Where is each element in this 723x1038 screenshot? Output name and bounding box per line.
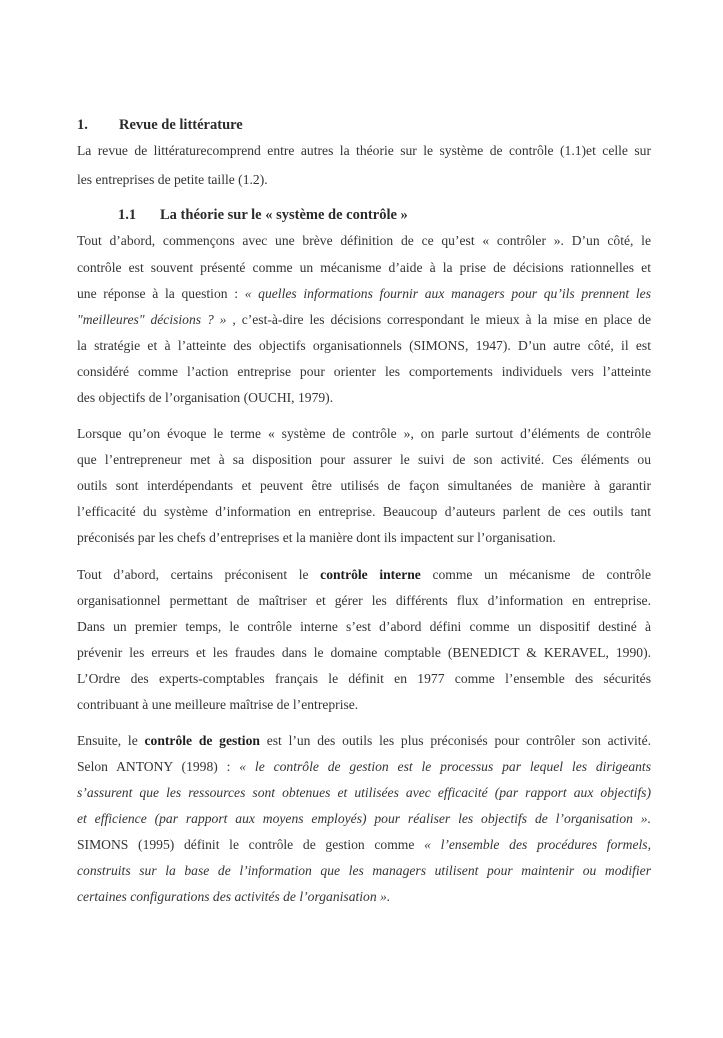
paragraph-line xyxy=(77,811,651,827)
paragraph-line xyxy=(77,889,390,905)
paragraph-line: préconisés par les chefs d’entreprises et la manière dont ils impactent sur l’organisation. xyxy=(77,530,556,545)
quote-text: « l’ensemble des procédures formels, xyxy=(424,837,651,852)
paragraph-line: prévenir les erreurs et les fraudes dans le domaine comptable (BENEDICT & KERAVEL, 1990). xyxy=(77,645,651,660)
text-run: SIMONS (1995) définit le contrôle de gestion comme xyxy=(77,837,425,852)
paragraph-line: outils sont interdépendants et peuvent être utilisés de façon simultanées de manière à garantir xyxy=(77,478,651,493)
paragraph-line: que l’entrepreneur met à sa disposition pour assurer le suivi de son activité. Ces éléments ou xyxy=(77,452,651,467)
text-run: Ensuite, le xyxy=(77,733,145,748)
paragraph-line: la stratégie et à l’atteinte des objectifs organisationnels (SIMONS, 1947). D’un autre côté, il est xyxy=(77,338,651,353)
subsection-title: La théorie sur le « système de contrôle » xyxy=(160,207,408,223)
paragraph-line xyxy=(77,286,651,302)
quote-text: et efficience (par rapport aux moyens employés) pour réaliser les objectifs de l’organisation ». xyxy=(77,811,651,826)
text-run: une réponse à la question : xyxy=(77,286,245,301)
section-number: 1. xyxy=(77,117,88,133)
quote-text: s’assurent que les ressources sont obtenues et utilisées avec efficacité (par rapport aux objectifs) xyxy=(77,785,651,800)
paragraph-line: L’Ordre des experts-comptables français le définit en 1977 comme l’ensemble des sécurités xyxy=(77,671,651,686)
paragraph-line: Lorsque qu’on évoque le terme « système de contrôle », on parle surtout d’éléments de contrôle xyxy=(77,426,651,441)
paragraph-line: l’efficacité du système d’information en entreprise. Beaucoup d’auteurs parlent de ces outils tant xyxy=(77,504,651,519)
intro-line: La revue de littératurecomprend entre autres la théorie sur le système de contrôle (1.1)et celle sur xyxy=(77,143,651,158)
emphasis-term: contrôle de gestion xyxy=(144,733,260,748)
subsection-number: 1.1 xyxy=(118,207,137,223)
quote-text: "meilleures" décisions ? » xyxy=(77,312,227,327)
emphasis-term: contrôle interne xyxy=(320,567,421,582)
paragraph-line xyxy=(77,312,651,328)
paragraph-line xyxy=(77,733,651,749)
paragraph-line xyxy=(77,837,651,853)
paragraph-line xyxy=(77,759,651,775)
text-run: Tout d’abord, certains préconisent le xyxy=(77,567,321,582)
section-heading xyxy=(77,117,243,134)
paragraph-line xyxy=(77,863,651,879)
quote-text: certaines configurations des activités de l’organisation ». xyxy=(77,889,391,904)
section-title: Revue de littérature xyxy=(119,117,243,133)
paragraph-line: organisationnel permettant de maîtriser et gérer les différents flux d’information en entreprise. xyxy=(77,593,651,608)
text-run: , c’est-à-dire les décisions correspondant le mieux à la mise en place de xyxy=(232,312,651,327)
subsection-heading xyxy=(118,207,408,224)
paragraph-line xyxy=(77,785,651,801)
quote-text: « le contrôle de gestion est le processus par lequel les dirigeants xyxy=(239,759,651,774)
text-run: est l’un des outils les plus préconisés pour contrôler son activité. xyxy=(266,733,652,748)
paragraph-line xyxy=(77,567,651,583)
quote-text: « quelles informations fournir aux managers pour qu’ils prennent les xyxy=(244,286,651,301)
paragraph-line: Tout d’abord, commençons avec une brève définition de ce qu’est « contrôler ». D’un côté, le xyxy=(77,233,651,248)
text-run: comme un mécanisme de contrôle xyxy=(432,567,651,582)
text-run: Selon ANTONY (1998) : xyxy=(77,759,240,774)
paragraph-line: des objectifs de l’organisation (OUCHI, 1979). xyxy=(77,390,334,405)
paragraph-line: Dans un premier temps, le contrôle interne s’est d’abord défini comme un dispositif destiné à xyxy=(77,619,651,634)
paragraph-line: contribuant à une meilleure maîtrise de l’entreprise. xyxy=(77,697,359,712)
intro-line: les entreprises de petite taille (1.2). xyxy=(77,172,268,187)
paragraph-line: considéré comme l’action entreprise pour orienter les comportements individuels vers l’atteinte xyxy=(77,364,651,379)
quote-text: construits sur la base de l’information que les managers utilisent pour maintenir ou modifier xyxy=(77,863,651,878)
paragraph-line: contrôle est souvent présenté comme un mécanisme d’aide à la prise de décisions rationnelles et xyxy=(77,260,651,275)
